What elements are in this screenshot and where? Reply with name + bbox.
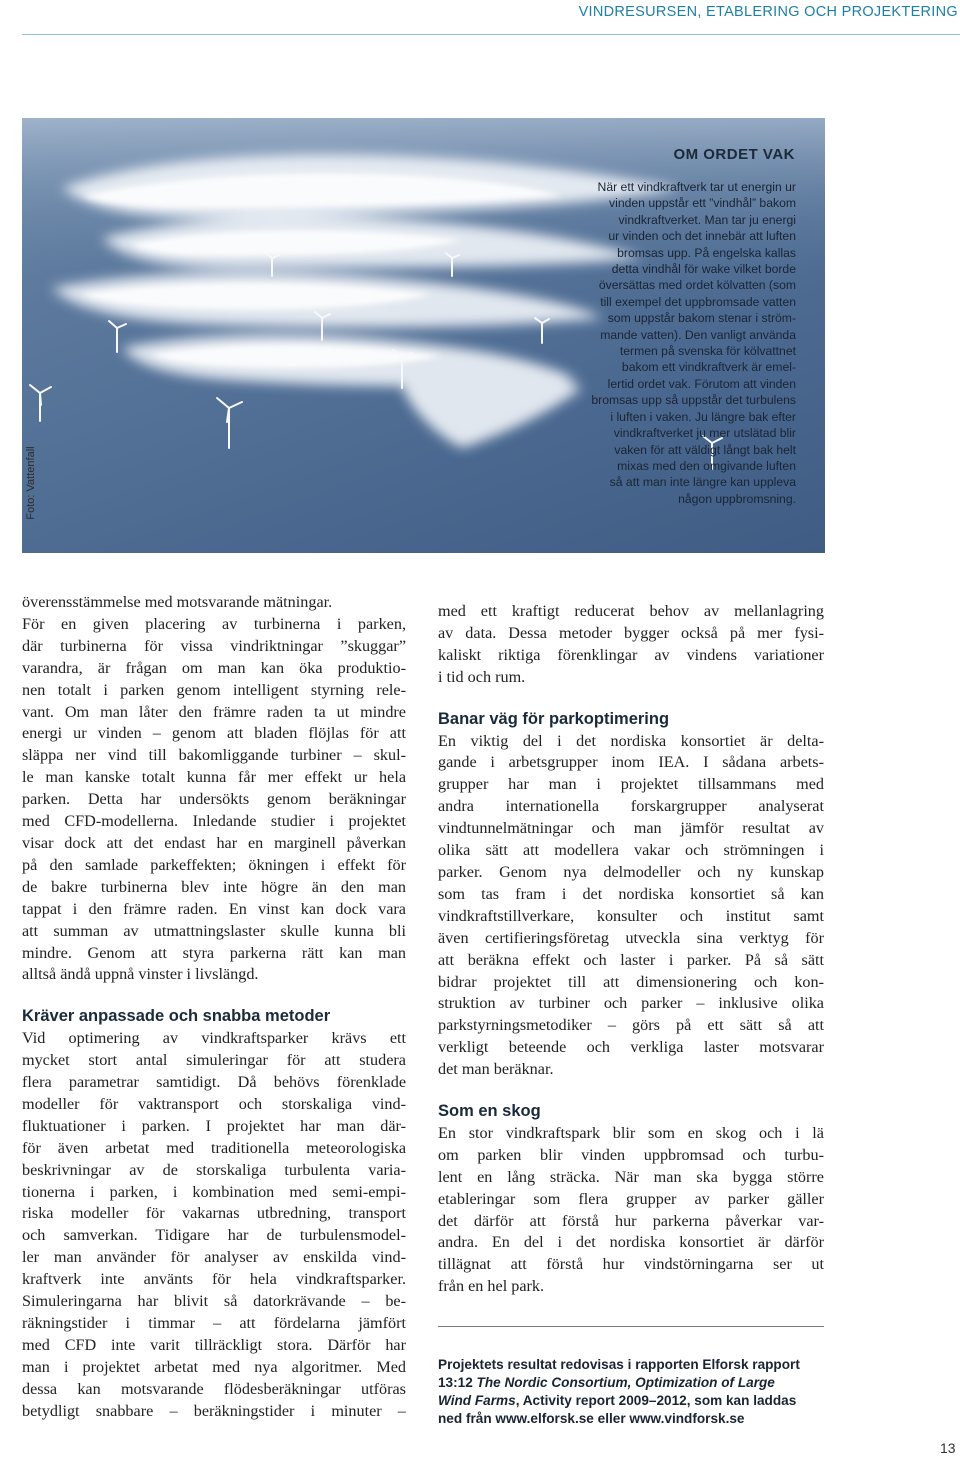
body-line: mycket stort antal simuleringar för att studera: [22, 1051, 406, 1070]
body-line: varandra, är frågan om man kan öka produktio-: [22, 658, 406, 677]
body-line: flera parametrar samtidigt. Då behövs förenklade: [22, 1073, 406, 1092]
sidebar-line: bakom ett vindkraftverk är emel-: [621, 360, 796, 375]
sidebar-line: någon uppbromsning.: [678, 491, 796, 506]
sidebar-line: När ett vindkraftverk tar ut energin ur: [597, 180, 796, 194]
body-line: på den samlade parkeffekten; ökningen i effekt för: [22, 855, 406, 874]
sidebar-line: mixas med den omgivande luften: [617, 458, 796, 473]
body-line: olika sätt att modellera vakar och strömningen i: [438, 841, 824, 860]
note-report-title-end: Wind Farms: [438, 1393, 516, 1408]
body-line: även certifieringsföretag utveckla sina verktyg för: [438, 928, 824, 947]
note-divider: [438, 1326, 824, 1327]
left-column: [22, 592, 406, 1423]
body-line: alltså ändå uppnå vinster i livslängd.: [22, 965, 259, 984]
spacer: [438, 1081, 824, 1101]
sidebar-line: ur vinden och det innebär att luften: [608, 229, 796, 244]
body-line: det man beräknar.: [438, 1060, 554, 1079]
body-line: dessa kan motsvarande flödesberäkningar utföras: [22, 1379, 406, 1398]
body-line: fluktuationer i parken. I projektet har man där-: [22, 1116, 406, 1135]
sidebar-line: mande vatten). Den vanligt använda: [600, 327, 796, 342]
body-line: släppa ner vind till bakomliggande turbiner – skul-: [22, 746, 406, 765]
body-line: de bakre turbinerna blev inte högre än den man: [22, 877, 406, 896]
body-line: det därför att förstå hur parkerna påverkar var-: [438, 1211, 824, 1230]
body-line: vindtunnelmätningar och man jämför resultat av: [438, 819, 824, 838]
body-line: Vid optimering av vindkraftsparker krävs ett: [22, 1029, 406, 1048]
sidebar-line: detta vindhål för wake vilket borde: [611, 262, 796, 277]
body-line: från en hel park.: [438, 1277, 545, 1296]
body-line: bidrar projektet till att dimensionering och kon-: [438, 972, 824, 991]
section-heading: Kräver anpassade och snabba metoder: [22, 1007, 331, 1026]
sidebar-line: översättas med ordet kölvatten (som: [598, 278, 796, 293]
body-line: Simuleringarna har blivit så datorkrävande – be-: [22, 1292, 406, 1311]
section-heading: Som en skog: [438, 1102, 541, 1121]
body-line: vant. Om man låter den främre raden ta ut mindre: [22, 702, 406, 721]
sidebar-title: OM ORDET VAK: [673, 146, 795, 163]
spacer: [22, 986, 406, 1006]
note-report-subtitle: , Activity report 2009–2012, som kan laddas: [515, 1393, 797, 1408]
body-line: av data. Dessa metoder bygger också på mer fysi-: [438, 623, 824, 642]
body-line: överensstämmelse med motsvarande mätningar.: [22, 593, 333, 611]
body-line: visar dock att det endast har en marginell påverkan: [22, 833, 406, 852]
body-line: För en given placering av turbinerna i parken,: [22, 614, 406, 633]
body-line: med CFD inte varit tillräckligt stora. Därför har: [22, 1335, 406, 1354]
sidebar-line: bromsas upp. På engelska kallas: [617, 245, 796, 260]
right-column: [438, 601, 824, 1298]
note-line: ned från www.elforsk.se eller www.vindforsk.se: [438, 1411, 745, 1426]
note-report-number: 13:12: [438, 1375, 477, 1390]
sidebar-line: vindkraftverket ju mer utslätad blir: [613, 426, 796, 441]
body-line: energi ur vinden – genom att bladen flöjlas för att: [22, 724, 406, 743]
body-line: etableringar som flera grupper av parker gäller: [438, 1189, 824, 1208]
section-heading: Banar väg för parkoptimering: [438, 709, 670, 728]
spacer: [438, 689, 824, 709]
sidebar-line: i luften i vaken. Ju längre bak efter: [610, 409, 796, 424]
body-line: riska modeller för vakarnas utbredning, transport: [22, 1204, 406, 1223]
sidebar-line: till exempel det uppbromsade vatten: [600, 294, 796, 309]
sidebar-line: vinden uppstår ett ”vindhål” bakom: [609, 196, 796, 211]
page-number: 13: [940, 1440, 956, 1456]
body-line: beskrivningar av de storskaliga turbulenta varia-: [22, 1160, 406, 1179]
report-note: [438, 1356, 824, 1428]
body-line: grupper har man i projektet tillsammans med: [438, 775, 824, 794]
body-line: betydligt snabbare – beräkningstider i minuter –: [22, 1401, 406, 1420]
sidebar-line: så att man inte längre kan uppleva: [609, 475, 796, 490]
body-line: En stor vindkraftspark blir som en skog och i lä: [438, 1123, 824, 1142]
body-line: ler man använder för analyser av enskilda vind-: [22, 1248, 406, 1267]
body-line: för även arbetat med traditionella meteorologiska: [22, 1138, 406, 1157]
body-line: vindkraftstillverkare, konsulter och institut samt: [438, 906, 824, 925]
body-line: kraftverk inte använts för hela vindkraftsparker.: [22, 1270, 406, 1289]
body-line: räkningstider i timmar – att fördelarna jämfört: [22, 1314, 406, 1332]
body-line: parker. Genom nya delmodeller och ny kunskap: [438, 862, 824, 881]
body-line: verkligt beteende och verkliga laster motsvarar: [438, 1038, 824, 1057]
body-line: mindre. Genom att styra parkerna rätt kan man: [22, 943, 406, 962]
body-line: gande i arbetsgrupper inom IEA. I sådana arbets-: [438, 753, 824, 772]
body-line: om parken blir vinden uppbromsad och turbu-: [438, 1145, 824, 1164]
body-line: le man kanske totalt kunna får mer effekt ur hela: [22, 768, 406, 787]
body-line: parkstyrningsmetodiker – görs på ett sätt så att: [438, 1016, 824, 1035]
body-line: andra. En del i det nordiska konsortiet är därför: [438, 1233, 824, 1252]
sidebar-line: vaken för att väldigt långt bak helt: [614, 442, 796, 457]
body-line: med CFD-modellerna. Inledande studier i projektet: [22, 812, 406, 831]
body-line: att beräkna effekt och laster i parker. På så sätt: [438, 950, 824, 969]
body-line: man i projektet arbetat med nya algoritmer. Med: [22, 1357, 406, 1376]
body-line: att summan av utmattningslaster skulle kunna bli: [22, 921, 406, 940]
body-line: lent en lång sträcka. När man ska bygga större: [438, 1167, 824, 1186]
body-line: och samverkan. Tidigare har de turbulensmodel-: [22, 1226, 406, 1245]
body-line: som tas fram i det nordiska konsortiet så kan: [438, 884, 824, 903]
note-report-title: The Nordic Consortium, Optimization of Large: [476, 1375, 775, 1390]
sidebar-line: termen på svenska för kölvattnet: [619, 344, 796, 359]
sidebar-line: bromsas upp så uppstår det turbulens: [591, 393, 796, 408]
body-line: modeller för vaktransport och storskaliga vind-: [22, 1094, 406, 1113]
body-line: kaliskt riktiga förenklingar av vindens variationer: [438, 645, 824, 664]
body-line: parken. Detta har undersökts genom beräkningar: [22, 790, 406, 809]
body-line: nen totalt i parken genom intelligent styrning rele-: [22, 680, 406, 699]
body-line: tionerna i parken, i kombination med semi-empi-: [22, 1182, 406, 1201]
sidebar-text: [540, 179, 796, 507]
sidebar-line: som uppstår bakom stenar i ström-: [607, 311, 796, 326]
running-header: VINDRESURSEN, ETABLERING OCH PROJEKTERING: [578, 4, 958, 20]
body-line: där turbinerna för vissa vindriktningar ”skuggar”: [22, 636, 406, 655]
body-line: tillägnat att förstå hur vindstörningarna ser ut: [438, 1255, 824, 1274]
note-line: Projektets resultat redovisas i rapporten Elforsk rapport: [438, 1357, 800, 1372]
body-line: i tid och rum.: [438, 667, 526, 686]
sidebar-line: lertid ordet vak. Förutom att vinden: [607, 376, 796, 391]
body-line: tappat i den främre raden. En vinst kan dock vara: [22, 899, 406, 918]
body-line: struktion av turbiner och parker – inklusive olika: [438, 994, 824, 1013]
body-line: andra internationella forskargrupper analyserat: [438, 797, 824, 816]
note-line: [438, 1392, 824, 1410]
photo-credit: Foto: Vattenfall: [25, 446, 37, 520]
body-line: med ett kraftigt reducerat behov av mellanlagring: [438, 602, 824, 620]
header-divider: [22, 34, 960, 35]
note-line: [438, 1374, 824, 1392]
body-line: En viktig del i det nordiska konsortiet är delta-: [438, 731, 824, 750]
sidebar-line: vindkraftverket. Man tar ju energi: [618, 212, 796, 227]
